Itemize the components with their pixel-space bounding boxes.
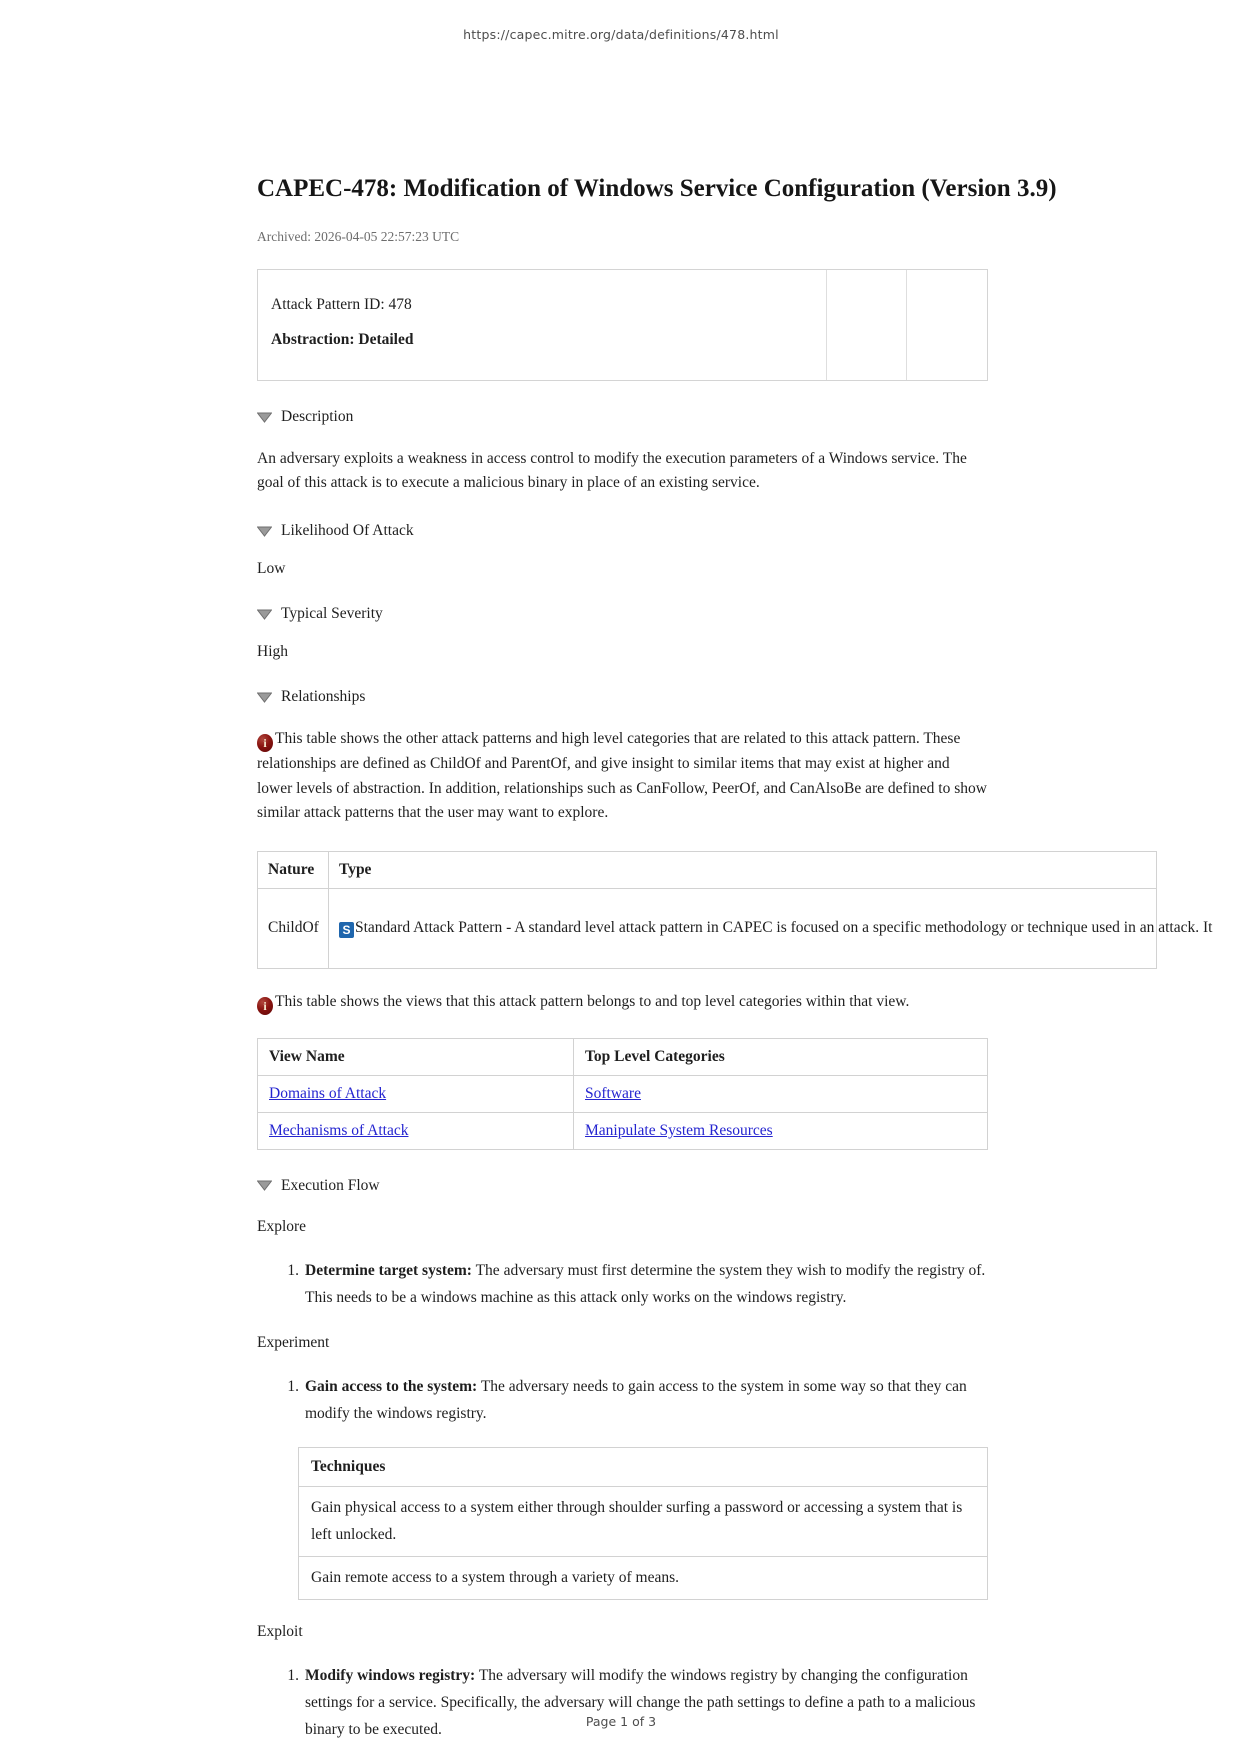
views-info-note [257, 990, 988, 1015]
col-header-nature: Nature [258, 852, 329, 888]
relationship-type-text: Standard Attack Pattern - A standard level attack pattern in CAPEC is focused on a specific methodology or technique used in an attack. It [355, 918, 1213, 936]
section-relationships-label: Relationships [281, 688, 366, 706]
step-number: 1. [287, 1378, 299, 1396]
technique-row: Gain physical access to a system either through shoulder surfing a password or accessing a system that is left unlocked. [299, 1486, 987, 1556]
link-software[interactable]: Software [585, 1084, 641, 1102]
view-name-cell [258, 1113, 574, 1149]
phase-exploit: Exploit [257, 1623, 303, 1641]
severity-value: High [257, 643, 288, 661]
section-execution-flow[interactable] [257, 1177, 988, 1195]
section-severity[interactable] [257, 605, 988, 623]
techniques-table [298, 1447, 988, 1600]
section-description-label: Description [281, 408, 354, 425]
relationships-info-note [257, 727, 988, 825]
collapse-arrow-icon[interactable] [257, 412, 272, 423]
views-table [257, 1038, 988, 1150]
view-name-cell [258, 1076, 574, 1112]
print-header-url: https://capec.mitre.org/data/definitions/478.html [463, 27, 779, 42]
col-header-type: Type [339, 860, 372, 878]
collapse-arrow-icon[interactable] [257, 1180, 272, 1191]
info-icon [257, 734, 273, 752]
col-header-top-level-categories: Top Level Categories [585, 1047, 725, 1065]
execution-step [283, 1374, 988, 1427]
relationship-nature: ChildOf [258, 889, 329, 968]
step-text [305, 1258, 988, 1311]
standard-attack-pattern-icon [339, 922, 354, 938]
phase-experiment: Experiment [257, 1334, 330, 1352]
technique-row: Gain remote access to a system through a variety of means. [299, 1556, 987, 1599]
step-body: The adversary will modify the windows registry by changing the configuration settings for a service. Specifically, the adversary will change the path settings to define a path to a malicious binary to be executed. [305, 1667, 976, 1738]
table-row [258, 888, 1213, 968]
relationships-info-text: This table shows the other attack patterns and high level categories that are related to this attack pattern. These relationships are defined as ChildOf and ParentOf, and give insight to similar items that may exist at higher and lower levels of abstraction. In addition, relationships such as CanFollow, PeerOf, and CanAlsoBe are defined to show similar attack patterns that the user may want to explore. [257, 730, 987, 821]
collapse-arrow-icon[interactable] [257, 526, 272, 537]
top-level-category-cell [574, 1113, 987, 1149]
attack-pattern-id: Attack Pattern ID: 478 [271, 296, 412, 313]
step-number: 1. [287, 1261, 299, 1279]
archived-timestamp: Archived: 2026-04-05 22:57:23 UTC [257, 229, 460, 244]
views-info-text: This table shows the views that this attack pattern belongs to and top level categories within that view. [275, 992, 910, 1010]
collapse-arrow-icon[interactable] [257, 692, 272, 703]
step-text [305, 1374, 988, 1427]
top-level-category-cell [574, 1076, 987, 1112]
step-title: Gain access to the system: [305, 1378, 478, 1396]
col-header-view-name: View Name [258, 1039, 574, 1075]
print-footer-page-number: Page 1 of 3 [585, 1714, 657, 1729]
step-number: 1. [287, 1667, 299, 1685]
link-mechanisms-of-attack[interactable]: Mechanisms of Attack [269, 1121, 409, 1139]
phase-explore: Explore [257, 1217, 307, 1235]
step-body: The adversary must first determine the system they wish to modify the registry of. This needs to be a windows machine as this attack only works on the windows registry. [305, 1261, 986, 1306]
step-body: The adversary needs to gain access to the system in some way so that they can modify the windows registry. [305, 1378, 967, 1422]
page-title: CAPEC-478: Modification of Windows Service Configuration (Version 3.9) [257, 175, 1057, 202]
views-table-header [258, 1039, 987, 1075]
document-body [257, 166, 1213, 1743]
table-row [258, 1075, 987, 1112]
relationship-type [329, 889, 1222, 968]
abstraction-level: Abstraction: Detailed [271, 331, 414, 348]
execution-step [283, 1663, 988, 1743]
description-text: An adversary exploits a weakness in access control to modify the execution parameters of a Windows service. The goal of this attack is to execute a malicious binary in place of an existing service. [257, 450, 967, 492]
section-severity-label: Typical Severity [281, 605, 383, 623]
summary-empty-cell-1 [827, 270, 907, 380]
relationships-table-header [258, 852, 1156, 888]
techniques-table-header: Techniques [311, 1458, 386, 1476]
relationships-table [257, 851, 1213, 969]
attack-pattern-summary-table [257, 269, 988, 381]
likelihood-value: Low [257, 560, 286, 578]
section-description[interactable] [257, 408, 988, 426]
step-title: Modify windows registry: [305, 1667, 476, 1685]
table-row [258, 1112, 987, 1149]
step-text [305, 1663, 988, 1743]
summary-main-cell [258, 270, 827, 380]
collapse-arrow-icon[interactable] [257, 609, 272, 620]
section-likelihood[interactable] [257, 522, 988, 540]
summary-empty-cell-2 [907, 270, 987, 380]
link-manipulate-system-resources[interactable]: Manipulate System Resources [585, 1121, 773, 1139]
link-domains-of-attack[interactable]: Domains of Attack [269, 1084, 387, 1102]
info-icon [257, 997, 273, 1015]
section-relationships[interactable] [257, 688, 988, 706]
section-execution-flow-label: Execution Flow [281, 1176, 380, 1194]
section-likelihood-label: Likelihood Of Attack [281, 522, 414, 540]
execution-step [283, 1258, 988, 1311]
step-title: Determine target system: [305, 1261, 472, 1279]
